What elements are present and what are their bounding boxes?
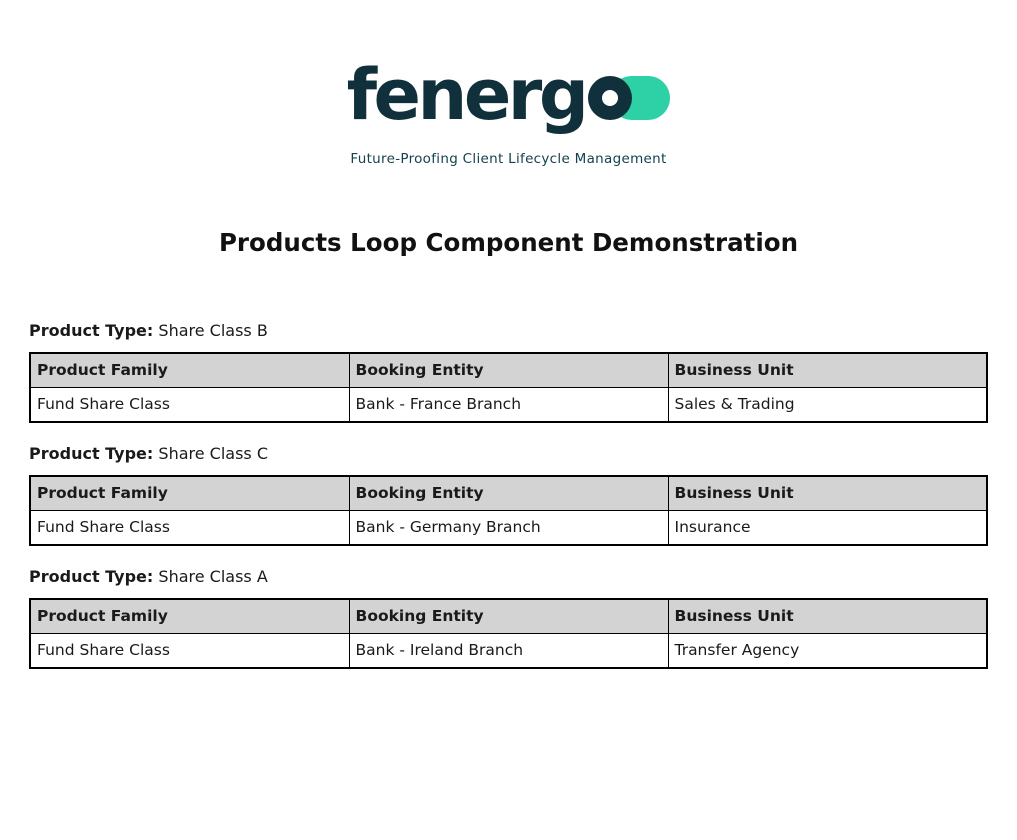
product-type-value: Share Class A	[158, 567, 268, 586]
fenergo-o-pill-icon	[588, 76, 670, 120]
cell-business-unit: Insurance	[668, 511, 987, 546]
products-table-2	[29, 475, 988, 546]
col-header-booking-entity: Booking Entity	[349, 476, 668, 511]
cell-booking-entity: Bank - Germany Branch	[349, 511, 668, 546]
table-header-row	[30, 599, 987, 634]
product-type-label: Product Type:	[29, 321, 154, 340]
product-type-line	[29, 444, 988, 463]
col-header-booking-entity: Booking Entity	[349, 599, 668, 634]
products-table-3	[29, 598, 988, 669]
cell-product-family: Fund Share Class	[30, 634, 349, 669]
product-type-line	[29, 321, 988, 340]
col-header-booking-entity: Booking Entity	[349, 353, 668, 388]
table-header-row	[30, 353, 987, 388]
cell-product-family: Fund Share Class	[30, 388, 349, 423]
logo-tagline: Future-Proofing Client Lifecycle Management	[350, 151, 667, 167]
col-header-product-family: Product Family	[30, 476, 349, 511]
cell-product-family: Fund Share Class	[30, 511, 349, 546]
product-section-2	[29, 444, 988, 546]
col-header-business-unit: Business Unit	[668, 476, 987, 511]
document-body	[29, 321, 988, 669]
col-header-business-unit: Business Unit	[668, 353, 987, 388]
fenergo-logo	[0, 0, 1017, 167]
product-type-line	[29, 567, 988, 586]
product-section-3	[29, 567, 988, 669]
product-section-1	[29, 321, 988, 423]
cell-business-unit: Transfer Agency	[668, 634, 987, 669]
col-header-product-family: Product Family	[30, 599, 349, 634]
product-type-value: Share Class B	[158, 321, 268, 340]
col-header-business-unit: Business Unit	[668, 599, 987, 634]
fenergo-wordmark-row	[0, 56, 1017, 134]
col-header-product-family: Product Family	[30, 353, 349, 388]
cell-booking-entity: Bank - Ireland Branch	[349, 634, 668, 669]
fenergo-wordmark: fenerg	[346, 54, 586, 136]
table-row	[30, 388, 987, 423]
product-type-label: Product Type:	[29, 567, 154, 586]
table-row	[30, 634, 987, 669]
cell-business-unit: Sales & Trading	[668, 388, 987, 423]
cell-booking-entity: Bank - France Branch	[349, 388, 668, 423]
table-row	[30, 511, 987, 546]
page-title: Products Loop Component Demonstration	[218, 228, 799, 257]
products-table-1	[29, 352, 988, 423]
product-type-value: Share Class C	[158, 444, 269, 463]
table-header-row	[30, 476, 987, 511]
product-type-label: Product Type:	[29, 444, 154, 463]
